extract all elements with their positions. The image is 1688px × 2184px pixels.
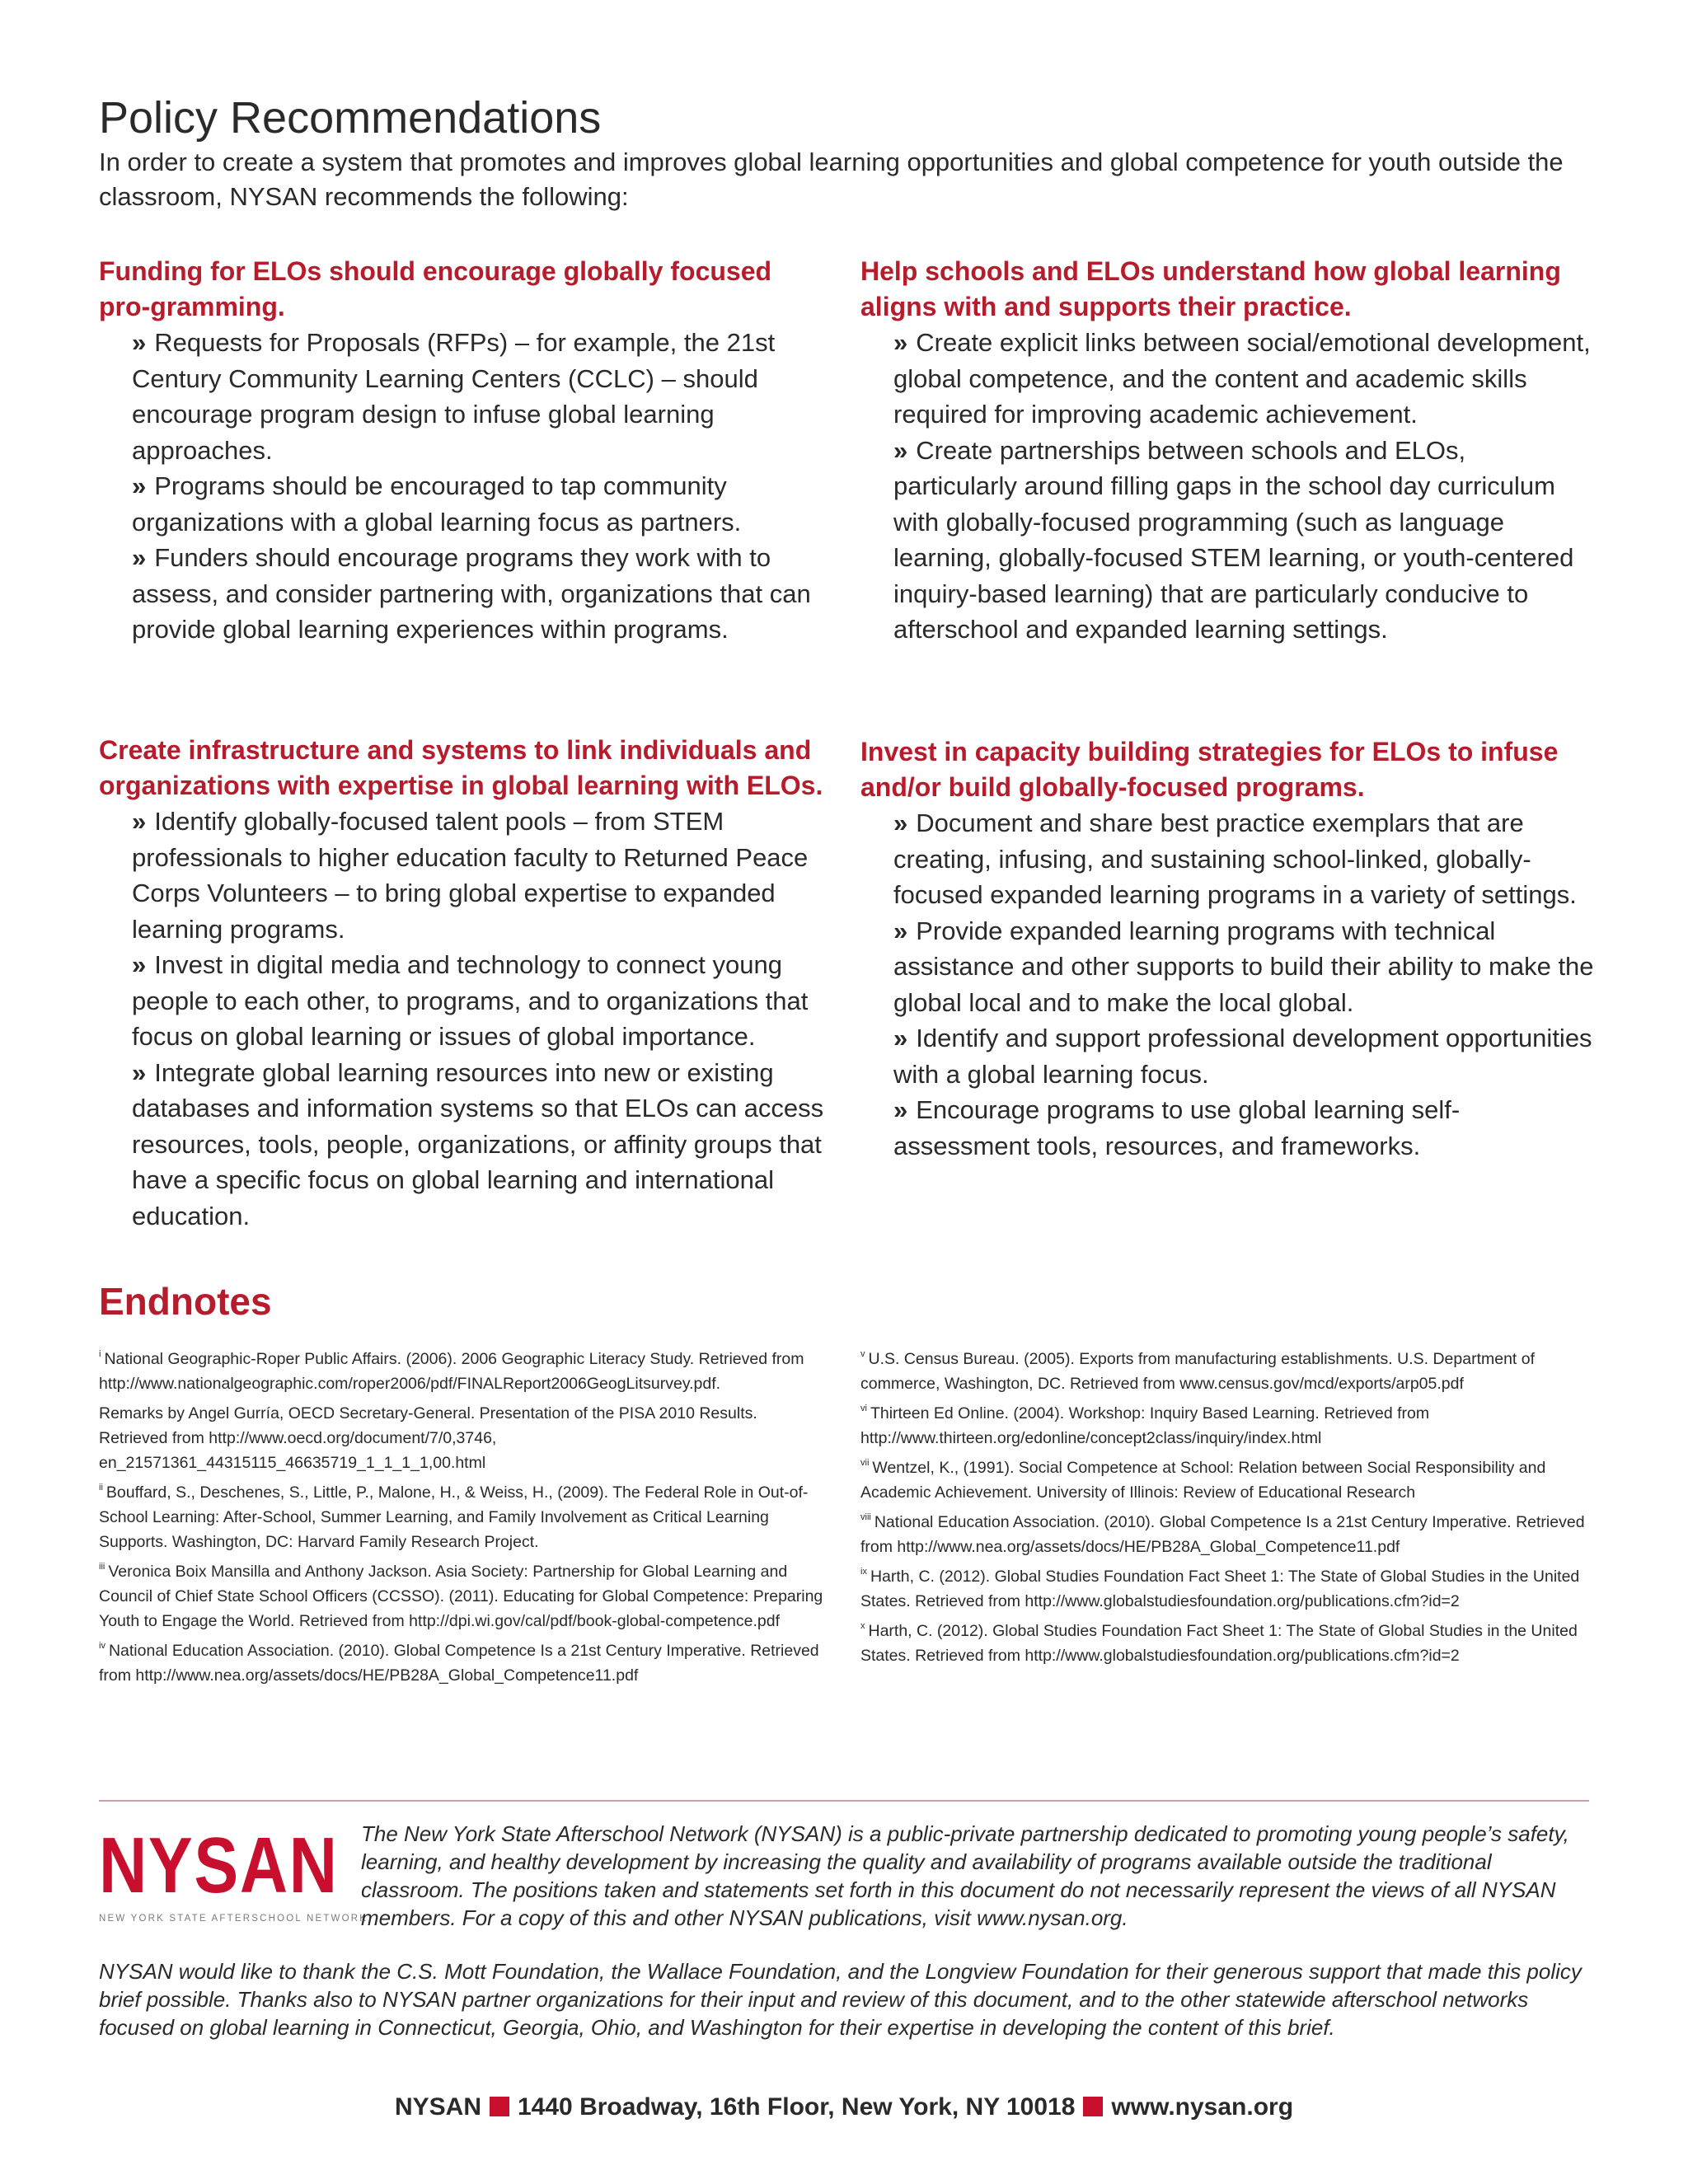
endnotes-right-column bbox=[860, 1347, 1594, 1673]
endnote-marker: iii bbox=[99, 1562, 106, 1572]
footer-contact bbox=[0, 2093, 1688, 2121]
endnote-text: Harth, C. (2012). Global Studies Foundation Fact Sheet 1: The State of Global Studies in the United States. Retrieved from http://www.globalstudiesfoundation.org/publications.cfm?id=2 bbox=[860, 1568, 1580, 1610]
endnote-marker: ix bbox=[860, 1567, 867, 1577]
endnote-marker: v bbox=[860, 1349, 865, 1359]
footer-address: 1440 Broadway, 16th Floor, New York, NY 10018 bbox=[518, 2093, 1076, 2121]
endnote bbox=[860, 1455, 1594, 1505]
list-item bbox=[132, 325, 824, 468]
list-item bbox=[132, 540, 824, 648]
list-item bbox=[132, 468, 824, 540]
page-title: Policy Recommendations bbox=[99, 93, 602, 143]
list-item-text: Encourage programs to use global learning self-assessment tools, resources, and frameworks. bbox=[893, 1095, 1461, 1160]
list-item bbox=[132, 1055, 841, 1235]
bullet-glyph: » bbox=[132, 1057, 147, 1087]
endnote bbox=[860, 1347, 1594, 1396]
endnote-marker: viii bbox=[860, 1512, 871, 1522]
endnote bbox=[860, 1510, 1594, 1559]
list-item-text: Requests for Proposals (RFPs) – for example, the 21st Century Community Learning Centers (CCLC) – should encourage program design to infuse global learning approaches. bbox=[132, 328, 776, 465]
list-item-text: Document and share best practice exemplars that are creating, infusing, and sustaining school-linked, globally-focused expanded learning programs in a variety of settings. bbox=[893, 808, 1577, 909]
footer-org: NYSAN bbox=[394, 2093, 481, 2121]
endnote-text: National Geographic-Roper Public Affairs. (2006). 2006 Geographic Literacy Study. Retrieved from http://www.nationalgeographic.com/roper2006/pdf/FINALReport2006GeogLitsurvey.pdf. bbox=[99, 1350, 804, 1393]
endnote bbox=[860, 1401, 1594, 1451]
endnote-text: U.S. Census Bureau. (2005). Exports from manufacturing establishments. U.S. Department of commerce, Washington, DC. Retrieved from www.census.gov/mcd/exports/arp05.pdf bbox=[860, 1350, 1536, 1393]
endnote-marker: x bbox=[860, 1621, 865, 1631]
nysan-logo bbox=[99, 1821, 368, 1924]
recommendation-infrastructure bbox=[99, 733, 841, 1234]
list-item bbox=[893, 1020, 1594, 1092]
logo-tagline: NEW YORK STATE AFTERSCHOOL NETWORK bbox=[99, 1914, 368, 1924]
list-item bbox=[893, 913, 1594, 1021]
section-divider bbox=[99, 1800, 1589, 1802]
endnote-text: Remarks by Angel Gurría, OECD Secretary-General. Presentation of the PISA 2010 Results. Retrieved from http://www.oecd.org/document/7/0,3746, en_21571361_44315115_46635719_1_1_1_1,00.html bbox=[99, 1404, 757, 1472]
bullet-glyph: » bbox=[893, 328, 908, 357]
list-item-text: Integrate global learning resources into new or existing databases and information systems so that ELOs can access resources, tools, people, organizations, or affinity groups that have a specific focus on global learning and international education. bbox=[132, 1057, 824, 1230]
endnote-marker: i bbox=[99, 1349, 101, 1359]
endnote-text: National Education Association. (2010). Global Competence Is a 21st Century Imperative. Retrieved from http://www.nea.org/assets/docs/HE/PB28A_Global_Competence11.pdf bbox=[99, 1642, 819, 1685]
recommendation-list bbox=[860, 805, 1594, 1164]
recommendation-capacity-building bbox=[860, 734, 1594, 1164]
endnote-text: Bouffard, S., Deschenes, S., Little, P., Malone, H., & Weiss, H., (2009). The Federal Role in Out-of-School Learning: After-School, Summer Learning, and Family Involvement as Critical Learning Supports. Washington, DC: Harvard Family Research Project. bbox=[99, 1483, 809, 1551]
list-item-text: Identify globally-focused talent pools – from STEM professionals to higher education faculty to Returned Peace Corps Volunteers – to bring global expertise to expanded learning programs. bbox=[132, 807, 809, 944]
bullet-glyph: » bbox=[893, 916, 908, 945]
list-item bbox=[893, 1092, 1594, 1164]
endnote bbox=[860, 1619, 1594, 1668]
endnote-text: Harth, C. (2012). Global Studies Foundation Fact Sheet 1: The State of Global Studies in the United States. Retrieved from http://www.globalstudiesfoundation.org/publications.cfm?id=2 bbox=[860, 1622, 1578, 1665]
recommendation-heading: Help schools and ELOs understand how global learning aligns with and supports their practice. bbox=[860, 256, 1561, 321]
bullet-glyph: » bbox=[132, 543, 147, 572]
bullet-glyph: » bbox=[893, 1095, 908, 1124]
list-item-text: Programs should be encouraged to tap community organizations with a global learning focus as partners. bbox=[132, 471, 742, 537]
list-item-text: Identify and support professional development opportunities with a global learning focus. bbox=[893, 1024, 1592, 1089]
endnote bbox=[99, 1401, 824, 1475]
list-item-text: Create partnerships between schools and ELOs, particularly around filling gaps in the school day curriculum with globally-focused programming (such as language learning, globally-focused STEM learning, or youth-centered inquiry-based learning) that are particularly conducive to afterschool and expanded learning settings. bbox=[893, 435, 1574, 644]
bullet-glyph: » bbox=[893, 1024, 908, 1052]
endnote-text: Veronica Boix Mansilla and Anthony Jackson. Asia Society: Partnership for Global Learning and Council of Chief State School Officers (CCSSO). (2011). Educating for Global Competence: Preparing Youth to Engage the World. Retrieved from http://dpi.wi.gov/cal/pdf/book-global-competence.pdf bbox=[99, 1563, 823, 1630]
list-item bbox=[893, 325, 1594, 433]
about-paragraph: The New York State Afterschool Network (NYSAN) is a public-private partnership dedicated to promoting young people’s safety, learning, and healthy development by increasing the quality and availability of programs available outside the traditional classroom. The positions taken and statements set forth in this document do not necessarily represent the views of all NYSAN members. For a copy of this and other NYSAN publications, visit www.nysan.org. bbox=[361, 1821, 1569, 1930]
recommendation-heading: Create infrastructure and systems to link individuals and organizations with expertise in global learning with ELOs. bbox=[99, 735, 823, 800]
endnote-marker: iv bbox=[99, 1641, 106, 1651]
recommendation-heading: Funding for ELOs should encourage globally focused pro-gramming. bbox=[99, 256, 772, 321]
recommendation-list bbox=[99, 804, 841, 1234]
list-item-text: Funders should encourage programs they work with to assess, and consider partnering with, organizations that can provide global learning experiences within programs. bbox=[132, 543, 811, 644]
bullet-glyph: » bbox=[132, 950, 147, 979]
endnote bbox=[99, 1480, 824, 1554]
bullet-glyph: » bbox=[893, 435, 908, 465]
endnote bbox=[860, 1564, 1594, 1614]
endnote-text: Wentzel, K., (1991). Social Competence at School: Relation between Social Responsibility and Academic Achievement. University of Illinois: Review of Educational Research bbox=[860, 1459, 1546, 1502]
endnote-text: Thirteen Ed Online. (2004). Workshop: Inquiry Based Learning. Retrieved from http://www.thirteen.org/edonline/concept2class/inquiry/index.html bbox=[860, 1404, 1430, 1447]
square-separator-icon bbox=[1083, 2097, 1103, 2116]
bullet-glyph: » bbox=[132, 807, 147, 836]
recommendation-heading: Invest in capacity building strategies for ELOs to infuse and/or build globally-focused programs. bbox=[860, 737, 1559, 802]
recommendation-funding bbox=[99, 254, 824, 648]
recommendation-list bbox=[99, 325, 824, 648]
list-item-text: Create explicit links between social/emotional development, global competence, and the content and academic skills required for improving academic achievement. bbox=[893, 328, 1591, 429]
list-item bbox=[893, 805, 1594, 913]
list-item-text: Provide expanded learning programs with technical assistance and other supports to build their ability to make the global local and to make the local global. bbox=[893, 916, 1594, 1017]
endnote-marker: ii bbox=[99, 1483, 103, 1493]
endnote-marker: vi bbox=[860, 1404, 867, 1413]
bullet-glyph: » bbox=[893, 808, 908, 837]
footer-website-link[interactable]: www.nysan.org bbox=[1111, 2093, 1294, 2121]
list-item-text: Invest in digital media and technology to connect young people to each other, to programs, and to organizations that focus on global learning or issues of global importance. bbox=[132, 950, 809, 1051]
logo-wordmark: NYSAN bbox=[99, 1821, 339, 1910]
bullet-glyph: » bbox=[132, 471, 147, 500]
recommendation-list bbox=[860, 325, 1594, 648]
list-item bbox=[132, 804, 841, 947]
endnotes-left-column bbox=[99, 1347, 824, 1693]
endnote bbox=[99, 1559, 824, 1633]
endnotes-heading: Endnotes bbox=[99, 1280, 272, 1323]
endnote bbox=[99, 1347, 824, 1396]
square-separator-icon bbox=[490, 2097, 509, 2116]
acknowledgements-paragraph: NYSAN would like to thank the C.S. Mott Foundation, the Wallace Foundation, and the Longview Foundation for their generous support that made this policy brief possible. Thanks also to NYSAN partner organizations for their input and review of this document, and to the other statewide afterschool networks focused on global learning in Connecticut, Georgia, Ohio, and Washington for their expertise in developing the content of this brief. bbox=[99, 1959, 1582, 2040]
list-item bbox=[893, 433, 1594, 648]
endnote bbox=[99, 1638, 824, 1688]
recommendation-help-schools bbox=[860, 254, 1594, 648]
endnote-marker: vii bbox=[860, 1458, 870, 1468]
endnote-text: National Education Association. (2010). Global Competence Is a 21st Century Imperative. Retrieved from http://www.nea.org/assets/docs/HE/PB28A_Global_Competence11.pdf bbox=[860, 1513, 1585, 1556]
list-item bbox=[132, 947, 841, 1055]
bullet-glyph: » bbox=[132, 328, 147, 357]
intro-paragraph: In order to create a system that promotes and improves global learning opportunities and global competence for youth outside the classroom, NYSAN recommends the following: bbox=[99, 148, 1564, 211]
